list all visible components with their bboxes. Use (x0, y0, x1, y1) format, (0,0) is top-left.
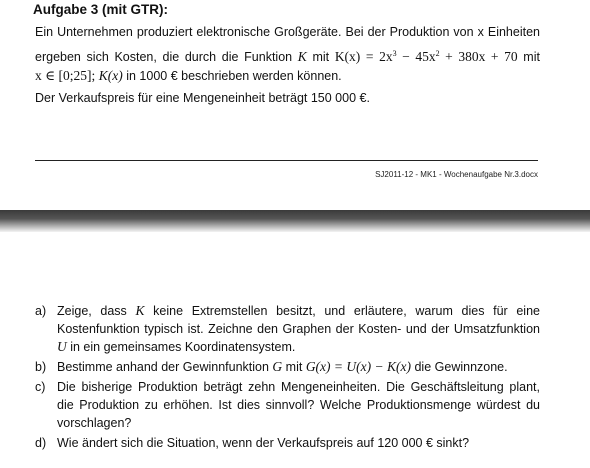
footer-divider (35, 160, 538, 161)
domain-formula: x ∈ [0;25]; (35, 68, 96, 83)
task-d: d) Wie ändert sich die Situation, wenn der Verkaufspreis auf 120 000 € sinkt? (35, 436, 470, 450)
intro-line-1: Ein Unternehmen produziert elektronische Großgeräte. Bei der Produktion von x Einheiten (35, 25, 540, 39)
task-b: b) Bestimme anhand der Gewinnfunktion G mit G(x) = U(x) − K(x) die Gewinnzone. (35, 359, 508, 374)
page-separator (0, 210, 590, 232)
task-list (35, 302, 540, 454)
task-d-label: d) (35, 436, 47, 450)
intro-line-3: x ∈ [0;25]; K(x) in 1000 € beschrieben werden können. (35, 68, 342, 83)
footer-filename: SJ2011-12 - MK1 - Wochenaufgabe Nr.3.docx (375, 170, 538, 179)
profit-function-formula: G(x) = U(x) − K(x) (305, 359, 411, 374)
task-title: Aufgabe 3 (mit GTR): (33, 2, 168, 17)
intro-line-4: Der Verkaufspreis für eine Mengeneinheit beträgt 150 000 €. (35, 91, 370, 105)
intro-line-2: ergeben sich Kosten, die durch die Funktion K mit $K(x) = 2x^3 - 45x^2 + 380x + 70$ mit (35, 49, 540, 64)
task-c-label: c) (35, 380, 46, 394)
function-symbol-k: K (297, 49, 307, 64)
cost-function-formula: $K(x) = 2x^3 - 45x^2 + 380x + 70$ (334, 49, 518, 64)
k-of-x: K(x) (98, 68, 123, 83)
task-a: a) Zeige, dass K keine Extremstellen besitzt, und erläutere, warum dies für eine Kostenfunktion typisch ist. Zeichne den Graphen der Kosten- und der Umsatzfunktion U in ein gemeinsames Koordinatensystem. (35, 303, 540, 354)
page-1 (0, 0, 590, 210)
task-c: c) Die bisherige Produktion beträgt zehn Mengeneinheiten. Die Geschäftsleitung plant, die Produktion zu erhöhen. Ist dies sinnvoll? Welche Produktionsmenge würdest du vorschlagen? (35, 380, 540, 430)
task-a-label: a) (35, 304, 47, 318)
task-b-label: b) (35, 360, 47, 374)
